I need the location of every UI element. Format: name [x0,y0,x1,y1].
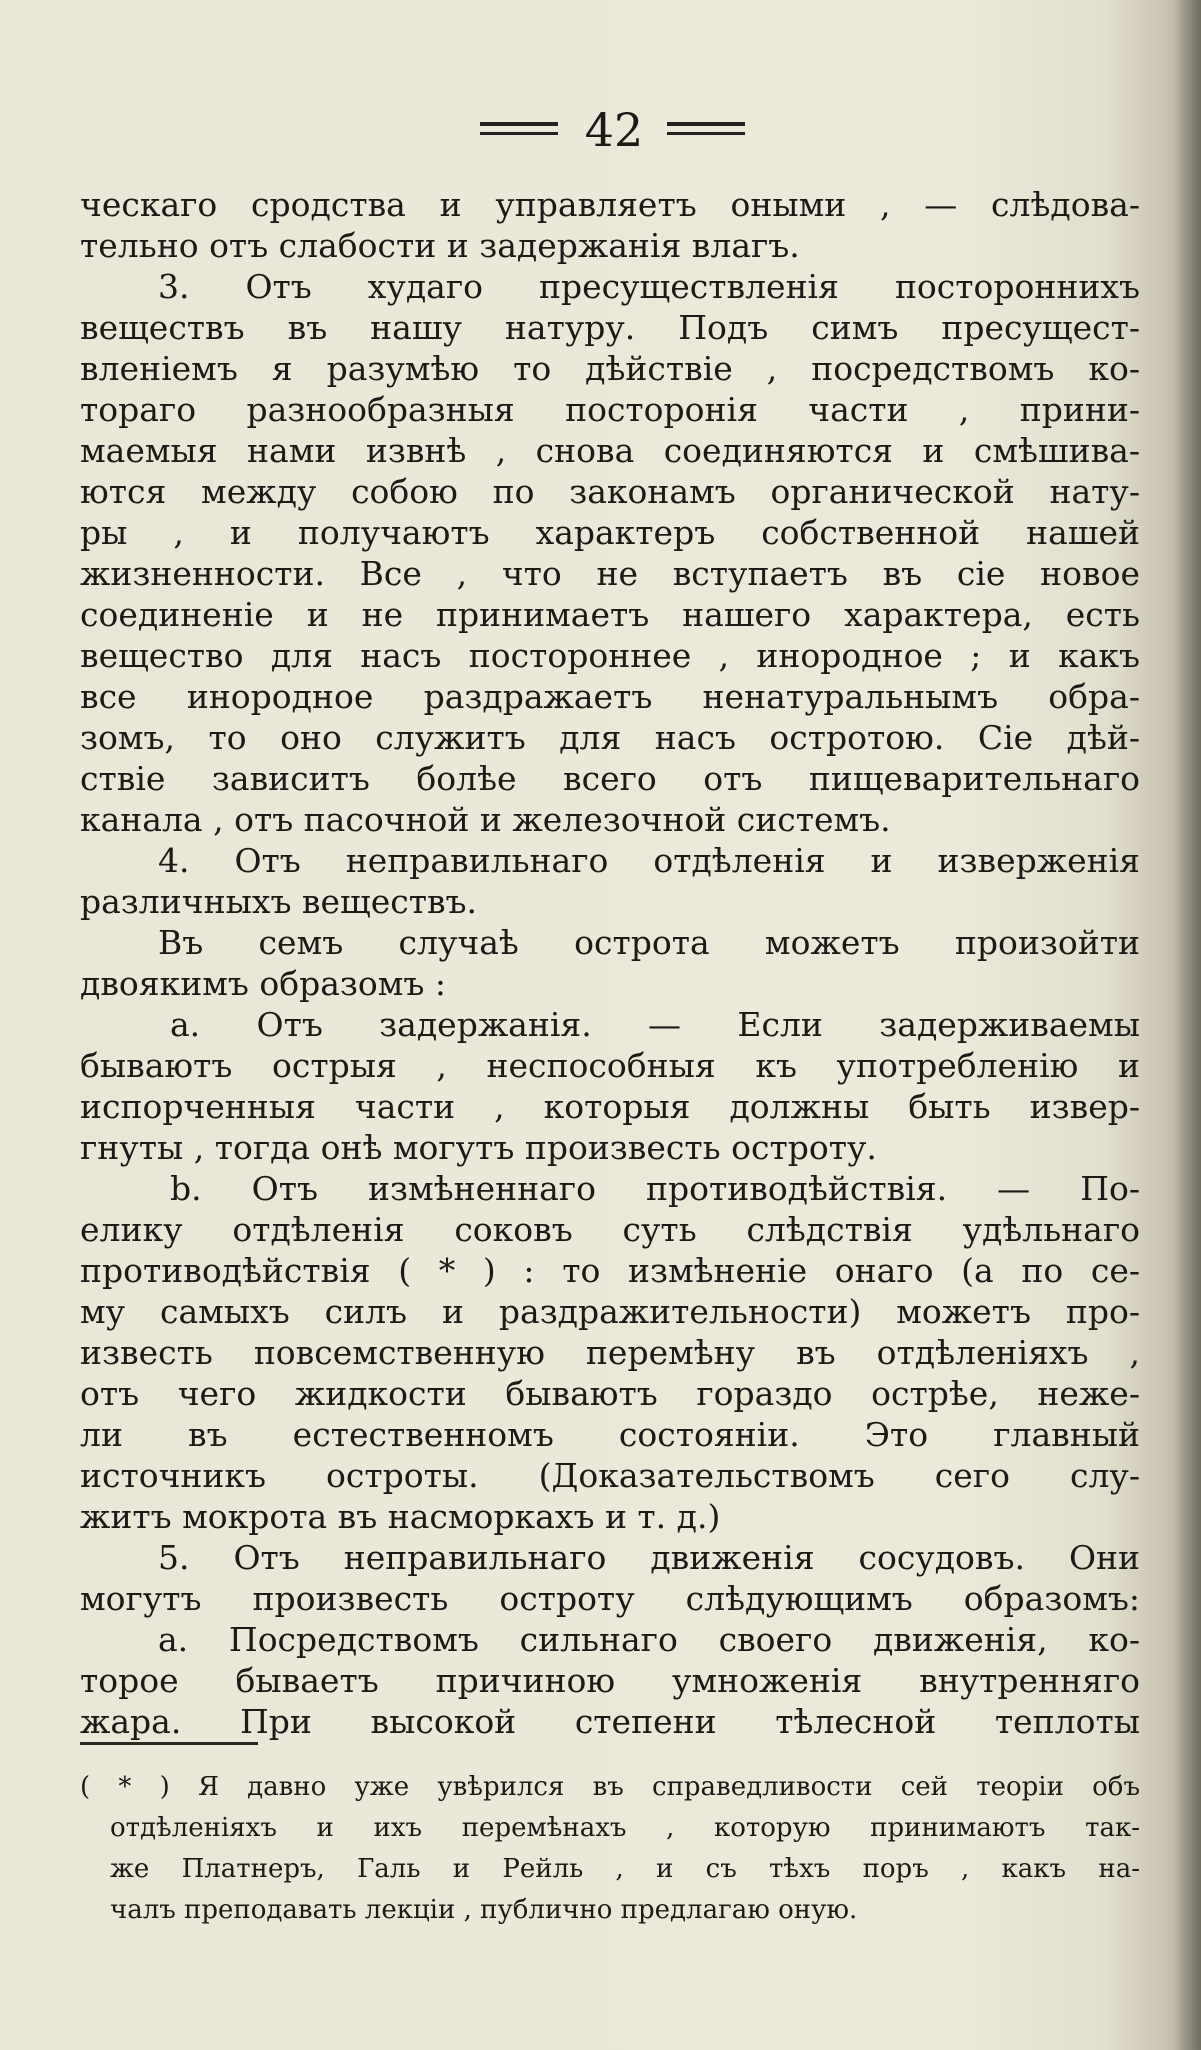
text-line: му самыхъ силъ и раздражительности) можетъ про- [80,1292,1140,1331]
page-number: 42 [584,103,644,157]
footnote-line: чалъ преподавать лекціи , публично предлагаю оную. [110,1895,858,1925]
footnote-line: же Платнеръ, Галь и Рейль , и съ тѣхъ поръ , какъ на- [110,1854,1140,1884]
text-line: маемыя нами извнѣ , снова соединяются и смѣшива- [80,431,1140,470]
page-header [0,100,1201,170]
footnote-line: отдѣленіяхъ и ихъ перемѣнахъ , которую принимаютъ так- [110,1813,1140,1843]
text-line: житъ мокрота въ насморкахъ и т. д.) [80,1497,721,1536]
text-line: двоякимъ образомъ : [80,964,447,1003]
text-line: веществъ въ нашу натуру. Подъ симъ пресущест- [80,308,1140,347]
text-line: 5. Отъ неправильнаго движенія сосудовъ. Они [158,1538,1140,1577]
text-line: ры , и получаютъ характеръ собственной нашей [80,513,1140,552]
text-line: тельно отъ слабости и задержанія влагъ. [80,226,800,265]
text-line: жизненности. Все , что не вступаетъ въ сіе новое [80,554,1140,593]
footnote-line: ( * ) Я давно уже увѣрился въ справедливости сей теоріи объ [80,1772,1140,1802]
text-line: источникъ остроты. (Доказательствомъ сего слу- [80,1456,1140,1495]
text-line: гнуты , тогда онѣ могутъ произвесть остроту. [80,1128,877,1167]
text-line: известь повсемственную перемѣну въ отдѣленіяхъ , [80,1333,1140,1372]
text-line: тораго разнообразныя посторонія части , прини- [80,390,1140,429]
text-line: все инородное раздражаетъ ненатуральнымъ обра- [80,677,1140,716]
text-line: a. Посредствомъ сильнаго своего движенія, ко- [158,1620,1140,1659]
text-line: 3. Отъ худаго пресуществленія постороннихъ [158,267,1140,306]
header-rule-left [480,120,558,140]
text-line: зомъ, то оно служитъ для насъ остротою. Сіе дѣй- [80,718,1140,757]
text-line: испорченныя части , которыя должны быть извер- [80,1087,1140,1126]
text-line: бываютъ острыя , неспособныя къ употребленію и [80,1046,1140,1085]
text-line: ческаго сродства и управляетъ оными , — слѣдова- [80,185,1140,224]
text-line: b. Отъ измѣненнаго противодѣйствія. — По- [170,1169,1140,1208]
text-line: соединеніе и не принимаетъ нашего характера, есть [80,595,1140,634]
text-line: отъ чего жидкости бываютъ гораздо острѣе, неже- [80,1374,1140,1413]
footnote [80,1767,1140,1931]
page-edge-shadow [1173,0,1201,2050]
text-line: ли въ естественномъ состояніи. Это главный [80,1415,1140,1454]
text-line: ствіе зависитъ болѣе всего отъ пищеварительнаго [80,759,1140,798]
text-line: жара. При высокой степени тѣлесной теплоты [80,1702,1140,1741]
text-line: вленіемъ я разумѣю то дѣйствіе , посредствомъ ко- [80,349,1140,388]
text-line: a. Отъ задержанія. — Если задерживаемы [170,1005,1140,1044]
text-line: противодѣйствія ( * ) : то измѣненіе онаго (а по се- [80,1251,1140,1290]
text-line: елику отдѣленія соковъ суть слѣдствія удѣльнаго [80,1210,1140,1249]
footnote-separator [80,1742,258,1745]
text-line: ются между собою по законамъ органической нату- [80,472,1140,511]
header-rule-right [667,120,745,140]
text-line: различныхъ веществъ. [80,882,478,921]
text-line: торое бываетъ причиною умноженія внутренняго [80,1661,1140,1700]
text-line: канала , отъ пасочной и железочной системъ. [80,800,891,839]
text-line: вещество для насъ постороннее , инородное ; и какъ [80,636,1140,675]
text-line: могутъ произвесть остроту слѣдующимъ образомъ: [80,1579,1140,1618]
text-line: 4. Отъ неправильнаго отдѣленія и изверженія [158,841,1140,880]
body-text [80,184,1140,1742]
text-line: Въ семъ случаѣ острота можетъ произойти [158,923,1140,962]
